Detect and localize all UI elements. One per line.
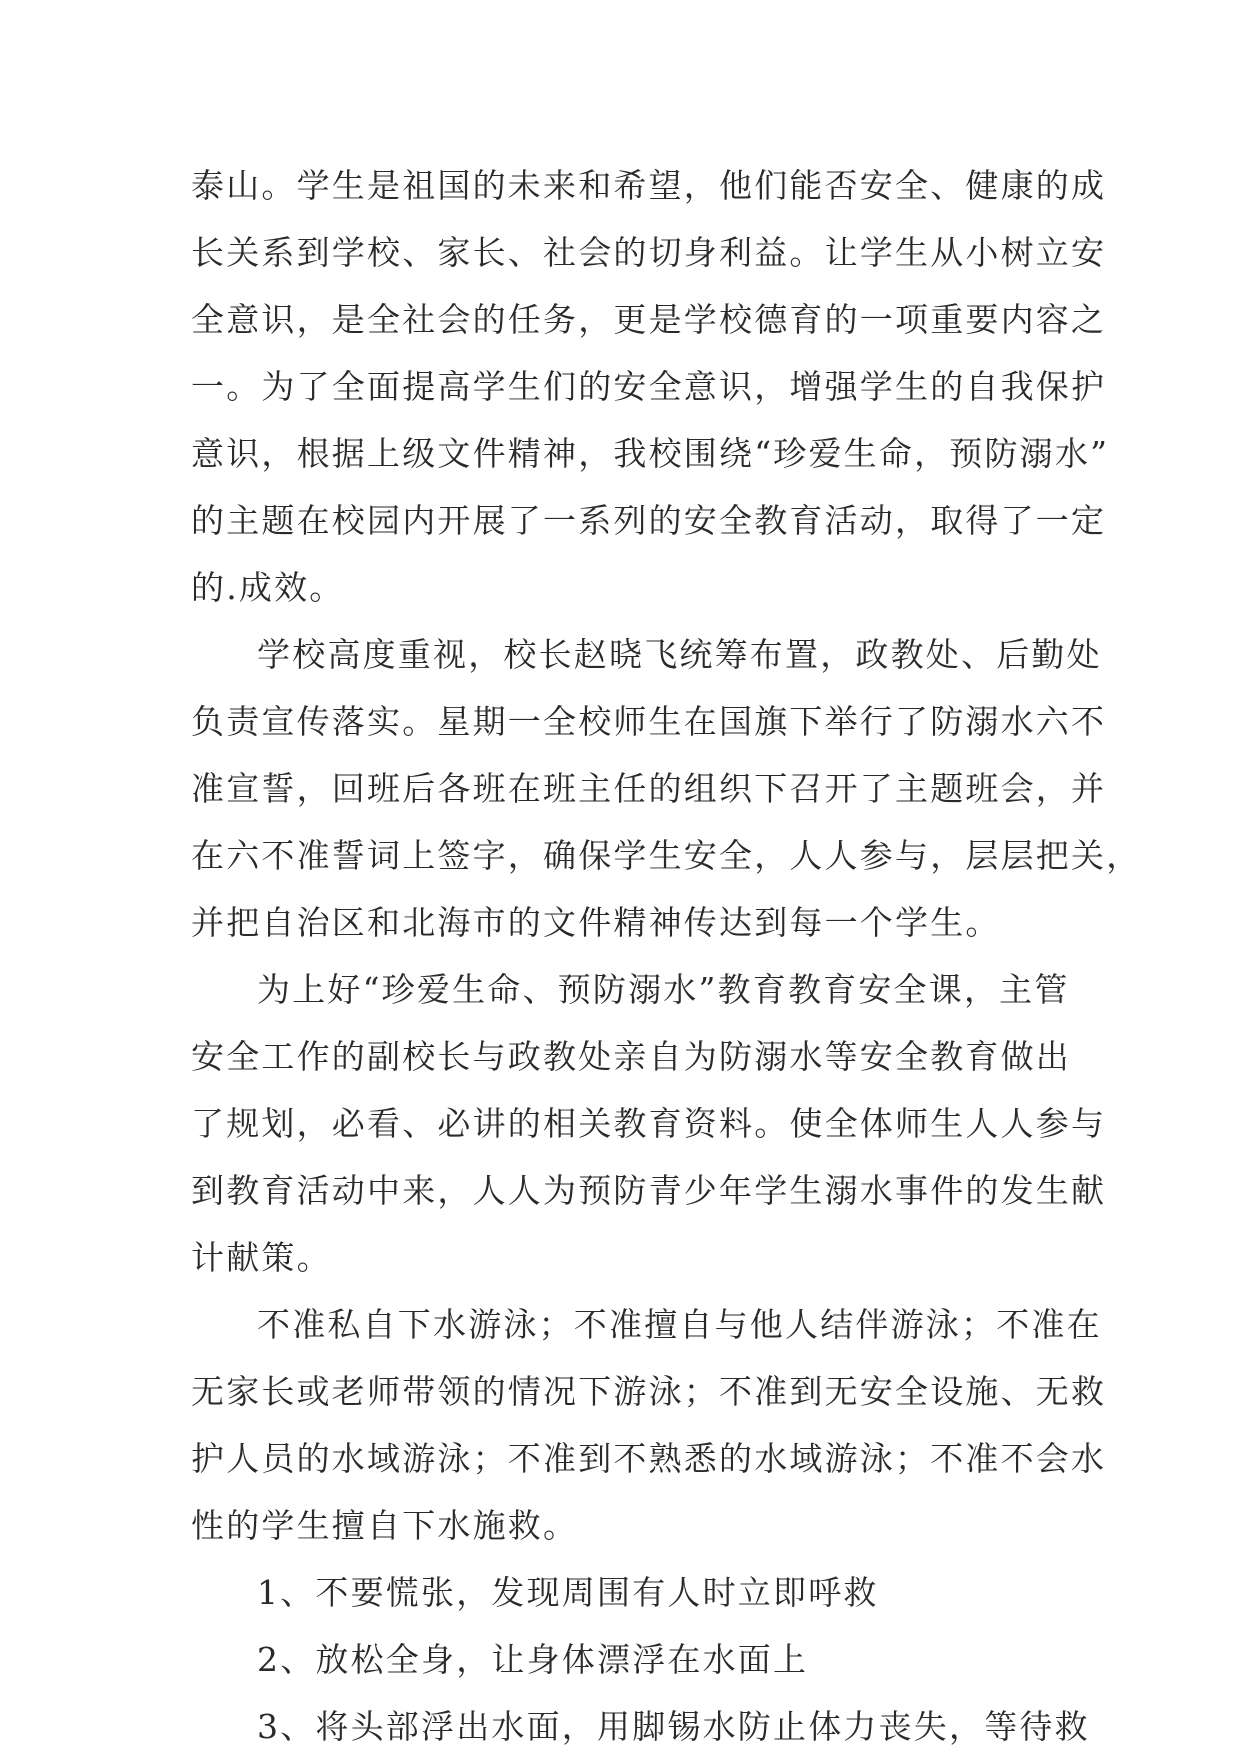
paragraph-line: 全意识，是全社会的任务，更是学校德育的一项重要内容之 xyxy=(191,300,1107,339)
paragraph-line: 护人员的水域游泳；不准到不熟悉的水域游泳；不准不会水 xyxy=(191,1439,1107,1478)
paragraph-line: 的主题在校园内开展了一系列的安全教育活动，取得了一定 xyxy=(191,501,1107,540)
paragraph-line: 在六不准誓词上签字，确保学生安全，人人参与，层层把关， xyxy=(191,836,1142,875)
list-item: 3、将头部浮出水面，用脚锡水防止体力丧失，等待救 xyxy=(257,1707,1090,1746)
document-body xyxy=(191,152,1142,1760)
paragraph-line: 到教育活动中来，人人为预防青少年学生溺水事件的发生献 xyxy=(191,1171,1107,1210)
paragraph-line: 一。为了全面提高学生们的安全意识，增强学生的自我保护 xyxy=(191,367,1107,406)
paragraph-line: 学校高度重视，校长赵晓飞统筹布置，政教处、后勤处 xyxy=(257,635,1102,674)
paragraph-line: 计献策。 xyxy=(191,1238,332,1277)
list-item: 2、放松全身，让身体漂浮在水面上 xyxy=(257,1640,809,1679)
paragraph-2 xyxy=(191,621,1142,956)
paragraph-line: 无家长或老师带领的情况下游泳；不准到无安全设施、无救 xyxy=(191,1372,1107,1411)
numbered-list xyxy=(191,1559,1090,1760)
paragraph-line: 准宣誓，回班后各班在班主任的组织下召开了主题班会，并 xyxy=(191,769,1107,808)
paragraph-line: 的.成效。 xyxy=(191,568,345,607)
paragraph-line: 安全工作的副校长与政教处亲自为防溺水等安全教育做出 xyxy=(191,1037,1071,1076)
paragraph-line: 意识，根据上级文件精神，我校围绕“珍爱生命，预防溺水” xyxy=(191,434,1110,473)
paragraph-3 xyxy=(191,956,1107,1291)
paragraph-line: 负责宣传落实。星期一全校师生在国旗下举行了防溺水六不 xyxy=(191,702,1107,741)
paragraph-line: 长关系到学校、家长、社会的切身利益。让学生从小树立安 xyxy=(191,233,1107,272)
paragraph-line: 了规划，必看、必讲的相关教育资料。使全体师生人人参与 xyxy=(191,1104,1107,1143)
paragraph-line: 并把自治区和北海市的文件精神传达到每一个学生。 xyxy=(191,903,1001,942)
paragraph-line: 不准私自下水游泳；不准擅自与他人结伴游泳；不准在 xyxy=(257,1305,1102,1344)
paragraph-4 xyxy=(191,1291,1107,1559)
paragraph-line: 泰山。学生是祖国的未来和希望，他们能否安全、健康的成 xyxy=(191,166,1107,205)
paragraph-1 xyxy=(191,152,1110,621)
list-item: 1、不要慌张，发现周围有人时立即呼救 xyxy=(257,1573,879,1612)
paragraph-line: 性的学生擅自下水施救。 xyxy=(191,1506,579,1545)
paragraph-line: 为上好“珍爱生命、预防溺水”教育教育安全课，主管 xyxy=(257,970,1070,1009)
